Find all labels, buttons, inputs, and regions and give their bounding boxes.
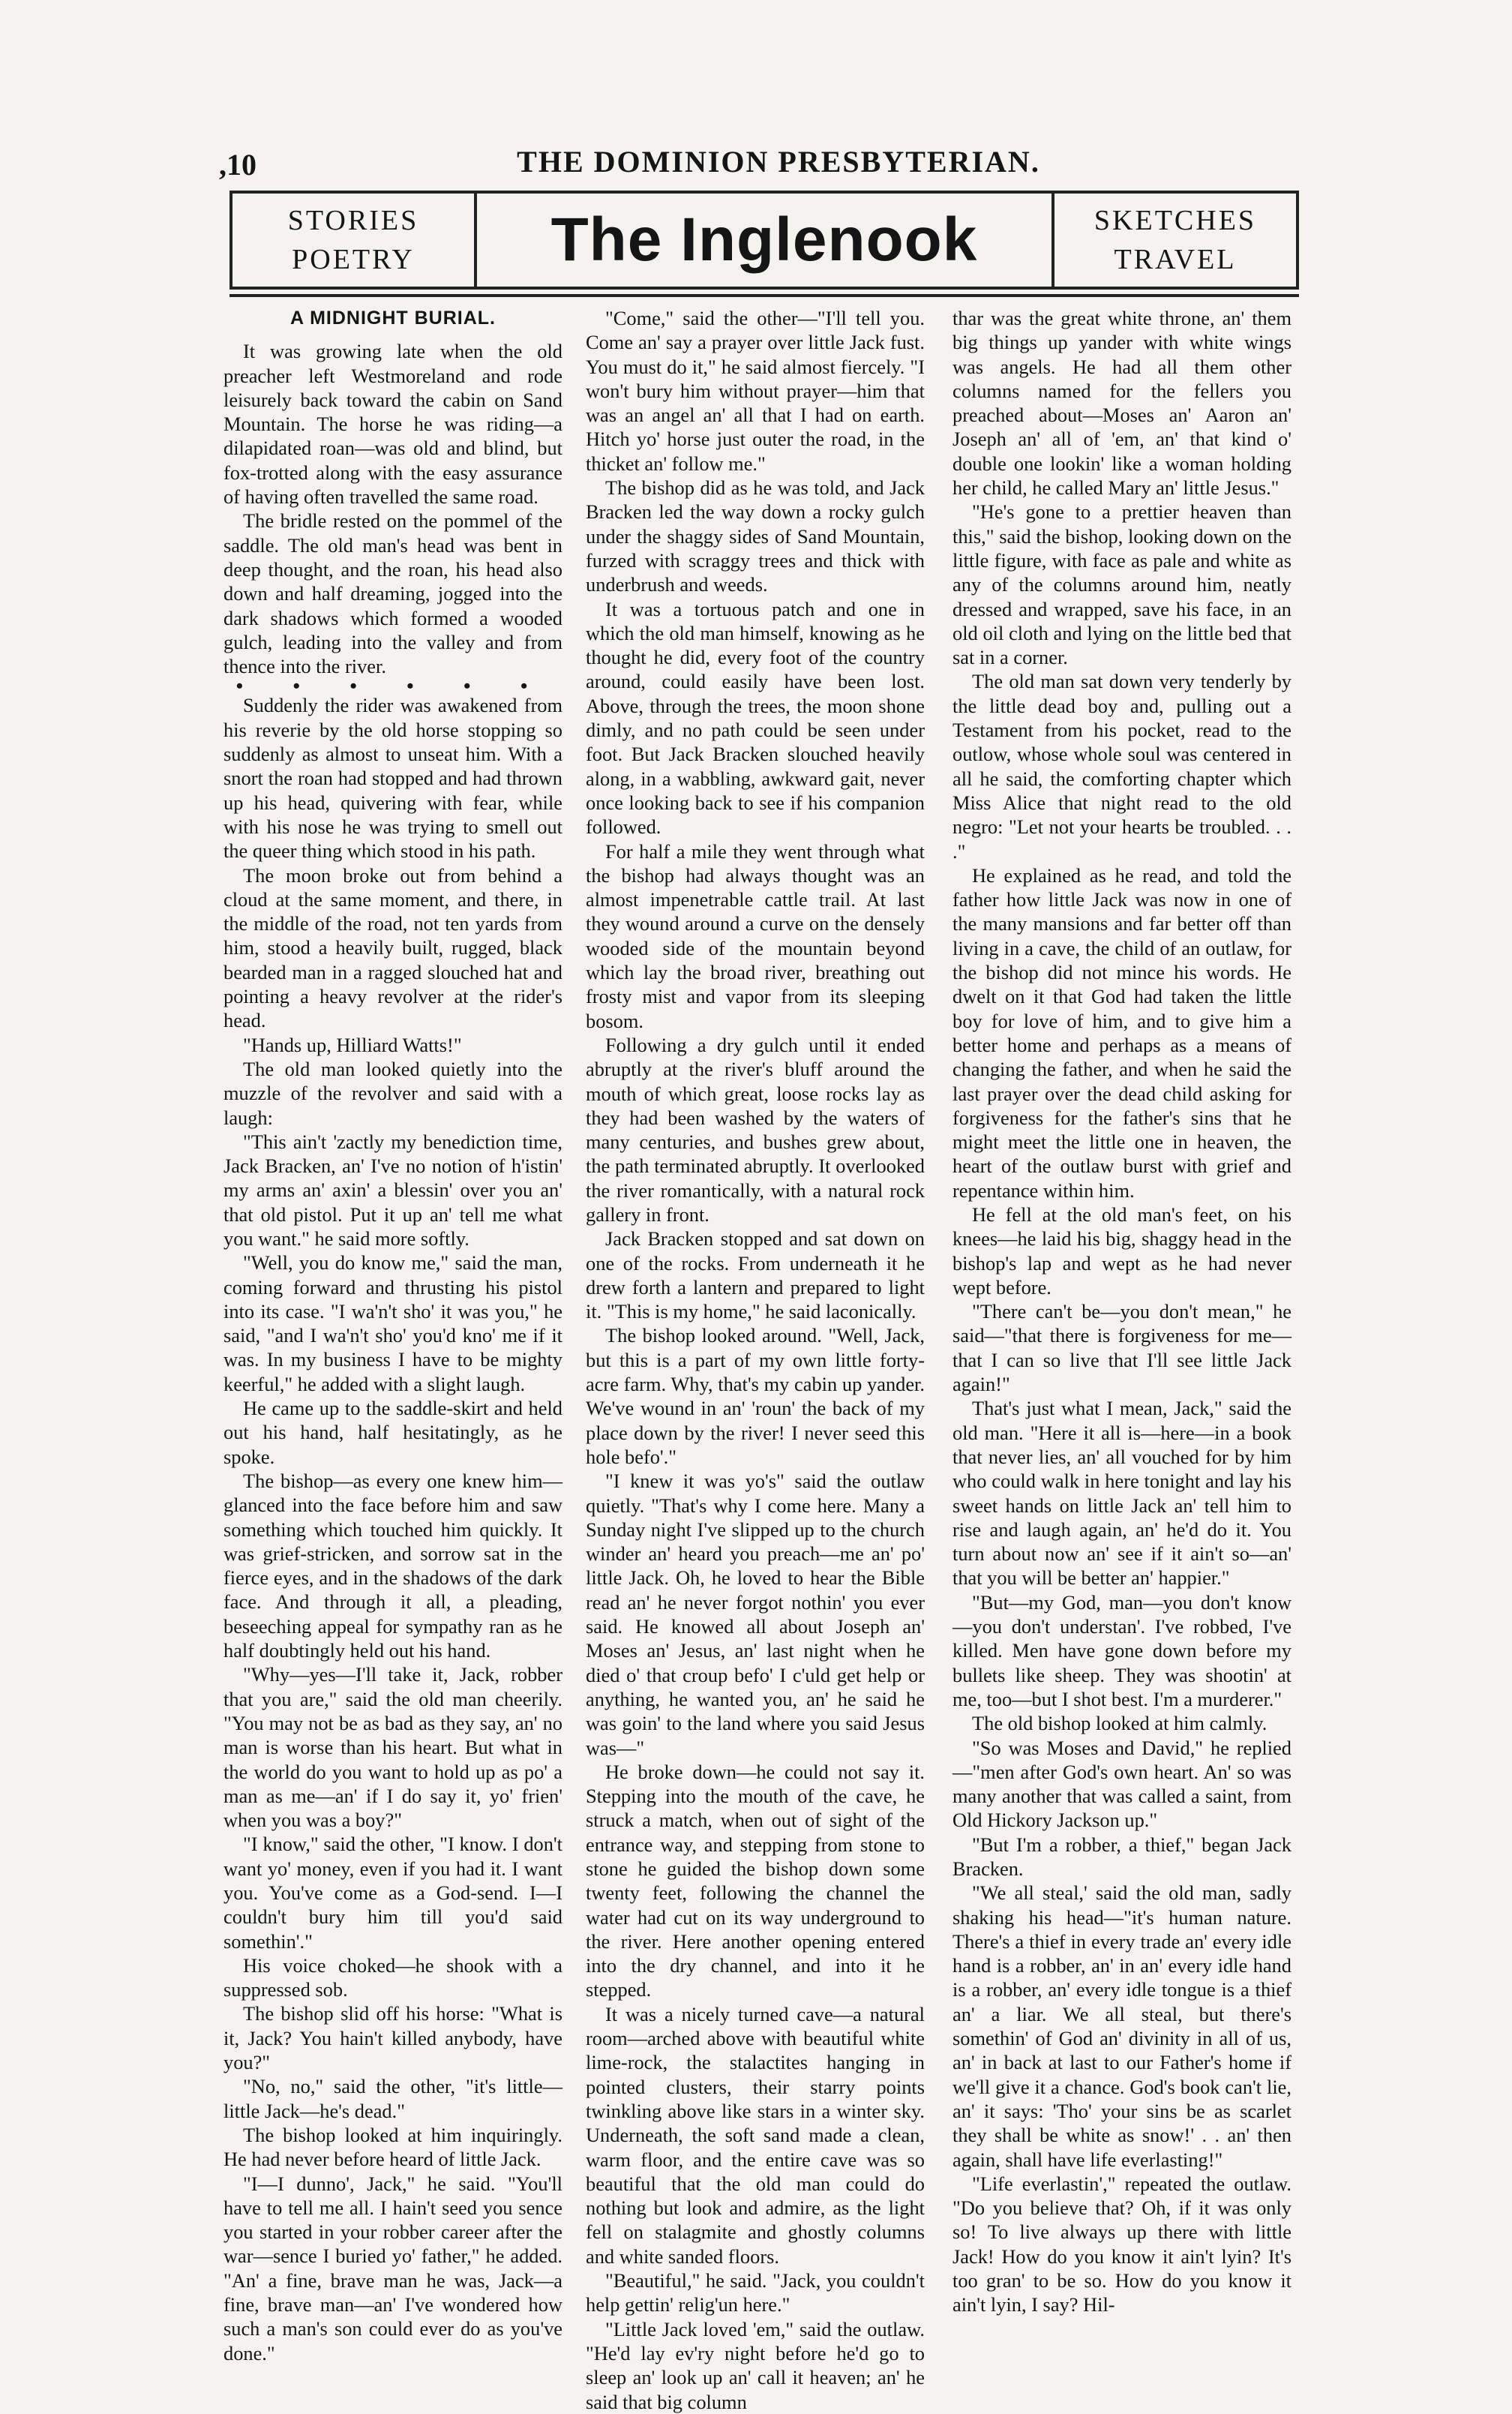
masthead-right-line-2: TRAVEL — [1114, 244, 1237, 275]
paragraph: "There can't be—you don't mean," he said—"that there is forgiveness for me—that I can so live that I'll see little Jack again!" — [952, 1300, 1292, 1396]
column-2 — [586, 306, 925, 2414]
paragraph: The bridle rested on the pommel of the saddle. The old man's head was bent in deep thought, and the roan, his head also down and half dreaming, jogged into the dark shadows which formed a wooded gulch, leading into the valley and from thence into the river. — [224, 509, 562, 678]
paragraph: The bishop did as he was told, and Jack Bracken led the way down a rocky gulch under the shaggy sides of Sand Mountain, furzed with scraggy trees and thick with underbrush and weeds. — [586, 476, 925, 596]
article-body — [224, 306, 1304, 2413]
paragraph: "Beautiful," he said. "Jack, you couldn't help gettin' relig'un here." — [586, 2269, 925, 2316]
paragraph: Following a dry gulch until it ended abruptly at the river's bluff around the mouth of which great, loose rocks lay as they had been washed by the waters of many centuries, and bushes grew about, the path terminated abruptly. It overlooked the river romantically, with a natural rock gallery in front. — [586, 1033, 925, 1226]
page-number: ,10 — [219, 148, 256, 182]
paragraph: That's just what I mean, Jack," said the old man. "Here it all is—here—in a book that never lies, an' all vouched for by him who could walk in here tonight and lay his sweet hands on little Jack an' tell him to rise and laugh again, an' he'd do it. You turn about now an' see if it ain't so—an' that you will be better an' happier." — [952, 1397, 1292, 1590]
paragraph: The bishop looked around. "Well, Jack, but this is a part of my own little forty-acre farm. Why, that's my cabin up yander. We've wound in an' 'roun' the back of my place down by the river! I never seed this hole befo'." — [586, 1324, 925, 1468]
paragraph: "But—my God, man—you don't know—you don't understan'. I've robbed, I've killed. Men have gone down before my bullets like sheep. They was shootin' at me, too—but I shot best. I'm a murderer." — [952, 1590, 1292, 1710]
paragraph: "I know," said the other, "I know. I don't want yo' money, even if you had it. I want you. You've come as a God-send. I—I couldn't bury him till you'd said somethin'." — [224, 1833, 562, 1953]
masthead-right — [1054, 194, 1296, 287]
paragraph: "This ain't 'zactly my benediction time, Jack Bracken, an' I've no notion of h'istin' my arms an' axin' a blessin' over you an' that old pistol. Put it up an' tell me what you want." he said more softly. — [224, 1130, 562, 1250]
paragraph: The bishop—as every one knew him—glanced into the face before him and saw something which touched him quickly. It was grief-stricken, and sorrow sat in the fierce eyes, and in the shadows of the dark face. And through it all, a pleading, beseeching appeal for sympathy ran as he half doubtingly held out his hand. — [224, 1469, 562, 1662]
paragraph: He fell at the old man's feet, on his knees—he laid his big, shaggy head in the bishop's lap and wept as he had never wept before. — [952, 1202, 1292, 1299]
paragraph: "Little Jack loved 'em," said the outlaw. "He'd lay ev'ry night before he'd go to sleep an' look up an' call it heaven; an' he said that big column — [586, 2317, 925, 2413]
paragraph: "Come," said the other—"I'll tell you. Come an' say a prayer over little Jack fust. You must do it," he said almost fiercely. "I won't bury him without prayer—him that was an angel an' all that I had on earth. Hitch yo' horse just outer the road, in the thicket an' follow me." — [586, 307, 925, 475]
paragraph: The bishop looked at him inquiringly. He had never before heard of little Jack. — [224, 2123, 562, 2171]
paragraph: He came up to the saddle-skirt and held out his hand, half hesitatingly, as he spoke. — [224, 1397, 562, 1468]
article-title: A MIDNIGHT BURIAL. — [290, 308, 496, 329]
paragraph: Jack Bracken stopped and sat down on one of the rocks. From underneath it he drew forth a lantern and prepared to light it. "This is my home," he said laconically. — [586, 1227, 925, 1323]
paragraph: The moon broke out from behind a cloud at the same moment, and there, in the middle of the road, not ten yards from him, stood a heavily built, rugged, black bearded man in a ragged slouched hat and pointing a heavy revolver at the rider's head. — [224, 863, 562, 1032]
running-head: THE DOMINION PRESBYTERIAN. — [517, 145, 1040, 179]
paragraph: He broke down—he could not say it. Stepping into the mouth of the cave, he struck a match, when out of sight of the entrance way, and stepping from stone to stone he guided the bishop down some twenty feet, following the channel the water had cut on its way underground to the river. Here another opening entered into the dry channel, and into it he stepped. — [586, 1760, 925, 2001]
masthead-right-line-1: SKETCHES — [1094, 205, 1257, 236]
paragraph: "I knew it was yo's" said the outlaw quietly. "That's why I come here. Many a Sunday night I've slipped up to the church winder an' heard you preach—me an' po' little Jack. Oh, he loved to hear the Bible read an' he never forgot nothin' you ever said. He knowed all about Joseph an' Moses an' Jesus, an' last night when he died o' that croup befo' I c'uld get help or anything, he wanted you, an' he said he was goin' to the land where you said Jesus was—" — [586, 1470, 925, 1759]
paragraph: "So was Moses and David," he replied—"men after God's own heart. An' so was many another that was called a saint, from Old Hickory Jackson up." — [952, 1736, 1292, 1832]
paragraph: It was a nicely turned cave—a natural room—arched above with beautiful white lime-rock, the stalactites hanging in pointed clusters, their starry points twinkling above like stars in a winter sky. Underneath, the soft sand made a clean, warm floor, and the entire cave was so beautiful that the old man could do nothing but look and admire, as the light fell on stalagmite and ghostly columns and white sanded floors. — [586, 2002, 925, 2268]
paragraph: "Hands up, Hilliard Watts!" — [243, 1033, 462, 1056]
paragraph: For half a mile they went through what the bishop had always thought was an almost impenetrable cattle trail. At last they wound around a curve on the densely wooded side of the mountain beyond which lay the broad river, breathing out frosty mist and vapor from its sleeping bosom. — [586, 839, 925, 1032]
column-3 — [952, 306, 1292, 2317]
section-break: • • • • • • — [236, 674, 550, 698]
paragraph: "We all steal,' said the old man, sadly shaking his head—"it's human nature. There's a thief in every trade an' every idle hand is a robber, an' in an' every idle hand is a robber, an' every idle tongue is a thief an' a liar. We all steal, but there's somethin' of God an' divinity in all of us, an' in back at last to our Father's home if we'll give it a chance. God's book can't lie, an' it says: 'Tho' your sins be as scarlet they shall be white as snow!' . . an' then again, shall have life everlasting!" — [952, 1881, 1292, 2171]
paragraph: "Well, you do know me," said the man, coming forward and thrusting his pistol into its case. "I wa'n't sho' it was you," he said, "and I wa'n't sho' you'd kno' me if it was. In my business I have to be mighty keerful," he added with a slight laugh. — [224, 1251, 562, 1395]
paragraph: The bishop slid off his horse: "What is it, Jack? You hain't killed anybody, have you?" — [224, 2002, 562, 2074]
paragraph: "No, no," said the other, "it's little—little Jack—he's dead." — [224, 2075, 562, 2122]
paragraph: The old man looked quietly into the muzzle of the revolver and said with a laugh: — [224, 1057, 562, 1129]
paragraph: "Life everlastin'," repeated the outlaw. "Do you believe that? Oh, if it was only so! To live always up there with little Jack! How do you know it ain't lyin? It's too gran' to be so. How do you know it ain't lyin, I say? Hil- — [952, 2172, 1292, 2316]
paragraph: It was growing late when the old preacher left Westmoreland and rode leisurely back toward the cabin on Sand Mountain. The horse he was riding—a dilapidated roan—was old and blind, but fox-trotted along with the easy assurance of having often travelled the same road. — [224, 340, 562, 509]
paragraph: "I—I dunno', Jack," he said. "You'll have to tell me all. I hain't seed you sence you started in your robber career after the war—sence I buried yo' father," he added. "An' a fine, brave man he was, Jack—a fine, brave man—an' I've wondered how such a man's son could ever do as you've done." — [224, 2172, 562, 2364]
paragraph: He explained as he read, and told the father how little Jack was now in one of the many mansions and far better off than living in a cave, the child of an outlaw, for the bishop did not mince his words. He dwelt on it that God had taken the little boy for love of him, and to give him a better home and perhaps as a means of changing the father, and when he said the last prayer over the dead child asking for forgiveness for the father's sins that he might meet the little one in heaven, the heart of the outlaw burst with grief and repentance within him. — [952, 863, 1292, 1202]
paragraph: The old man sat down very tenderly by the little dead boy and, pulling out a Testament from his pocket, read to the outlow, whose whole soul was centered in all he said, the comforting chapter which Miss Alice that night read to the old negro: "Let not your hearts be troubled. . . ." — [952, 670, 1292, 863]
masthead-left-line-2: POETRY — [292, 244, 415, 275]
paragraph: It was a tortuous patch and one in which the old man himself, knowing as he thought he did, every foot of the country around, could easily have been lost. Above, through the trees, the moon shone dimly, and no path could be seen under foot. But Jack Bracken slouched heavily along, in a wabbling, awkward gait, never once looking back to see if his companion followed. — [586, 597, 925, 839]
paragraph: His voice choked—he shook with a suppressed sob. — [224, 1953, 562, 2001]
paragraph: Suddenly the rider was awakened from his reverie by the old horse stopping so suddenly as almost to unseat him. With a snort the roan had stopped and had thrown up his head, quivering with fear, while with his nose he was trying to smell out the queer thing which stood in his path. — [224, 694, 562, 863]
paragraph: thar was the great white throne, an' them big things up yander with white wings was angels. He had all them other columns named for the fellers you preached about—Moses an' Aaron an' Joseph an' all of 'em, an' that kind o' double one lookin' like a woman holding her child, he called Mary an' little Jesus." — [952, 307, 1292, 500]
paragraph: "Why—yes—I'll take it, Jack, robber that you are," said the old man cheerily. "You may not be as bad as they say, an' no man is worse than his heart. But what in the world do you want to hold up as po' a man as me—an' if I do say it, yo' frien' when you was a boy?" — [224, 1663, 562, 1832]
masthead-rule — [230, 294, 1299, 297]
masthead — [230, 191, 1299, 290]
paragraph: "But I'm a robber, a thief," began Jack Bracken. — [952, 1833, 1292, 1880]
masthead-left — [232, 194, 474, 287]
paragraph: The old bishop looked at him calmly. — [972, 1712, 1268, 1735]
masthead-left-line-1: STORIES — [287, 205, 419, 236]
column-1 — [224, 306, 562, 2365]
paragraph: "He's gone to a prettier heaven than this," said the bishop, looking down on the little figure, with face as pale and white as any of the columns around him, neatly dressed and wrapped, save his face, in an old oil cloth and lying on the little bed that sat in a corner. — [952, 500, 1292, 669]
section-title: The Inglenook — [474, 194, 1054, 287]
